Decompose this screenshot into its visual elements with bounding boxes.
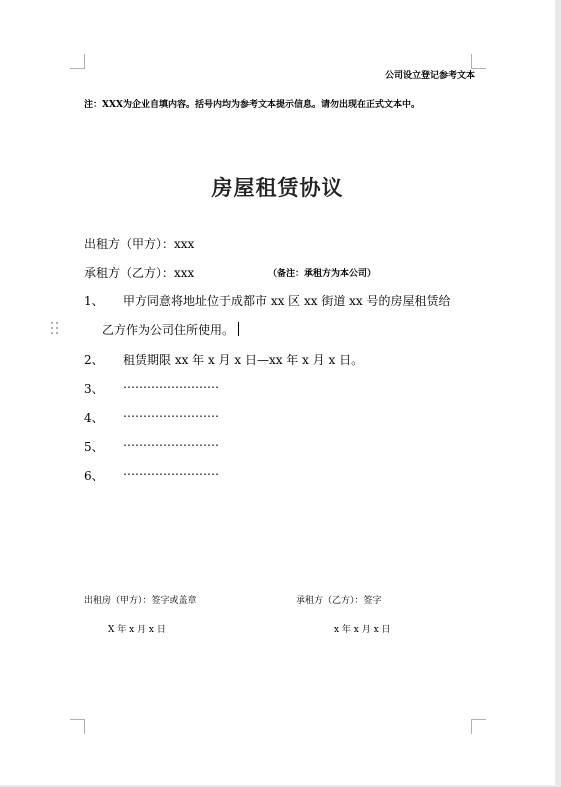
lessor-signature-label[interactable]: 出租房（甲方）：签字或盖章 [84,596,197,606]
clause-4-number: 4、 [84,411,104,425]
clause-1-continued-label: 乙方作为公司住所使用。 [102,323,235,337]
lessee-line[interactable]: 承租方（乙方）：xxx [84,266,195,280]
clause-3-text[interactable]: …………………… [123,377,219,391]
clause-6-number: 6、 [84,469,104,483]
page-edge-right [555,0,561,787]
header-label: 公司设立登记参考文本 [384,71,475,81]
clause-1-number: 1、 [84,294,104,308]
template-note[interactable]: 注：XXX为企业自填内容。括号内均为参考文本提示信息。请勿出现在正式文本中。 [84,100,420,110]
clause-5-number: 5、 [84,440,104,454]
document-title[interactable]: 房屋租赁协议 [211,175,344,200]
margin-corner-top-left [70,54,85,69]
lessor-date[interactable]: X 年 x 月 x 日 [108,625,166,635]
clause-3-number: 3、 [84,382,104,396]
clause-6-text[interactable]: …………………… [123,464,219,478]
margin-corner-bottom-right [471,719,486,734]
clause-5-text[interactable]: …………………… [123,435,219,449]
lessor-line[interactable]: 出租方（甲方）：xxx [84,237,195,251]
clause-1-text[interactable]: 甲方同意将地址位于成都市 xx 区 xx 街道 xx 号的房屋租赁给 [123,294,451,308]
margin-corner-bottom-left [70,719,85,734]
text-cursor [238,322,239,336]
clause-1-text-continued[interactable] [102,321,239,338]
lessee-date[interactable]: x 年 x 月 x 日 [334,625,391,635]
clause-2-text[interactable]: 租赁期限 xx 年 x 月 x 日—xx 年 x 月 x 日。 [123,353,364,367]
lessee-signature-label[interactable]: 承租方（乙方）：签字 [296,596,382,606]
drag-handle-icon[interactable] [50,321,60,335]
margin-corner-top-right [471,54,486,69]
lessee-remark[interactable]: （备注：承租方为本公司） [268,269,377,279]
clause-4-text[interactable]: …………………… [123,406,219,420]
clause-2-number: 2、 [84,353,104,367]
